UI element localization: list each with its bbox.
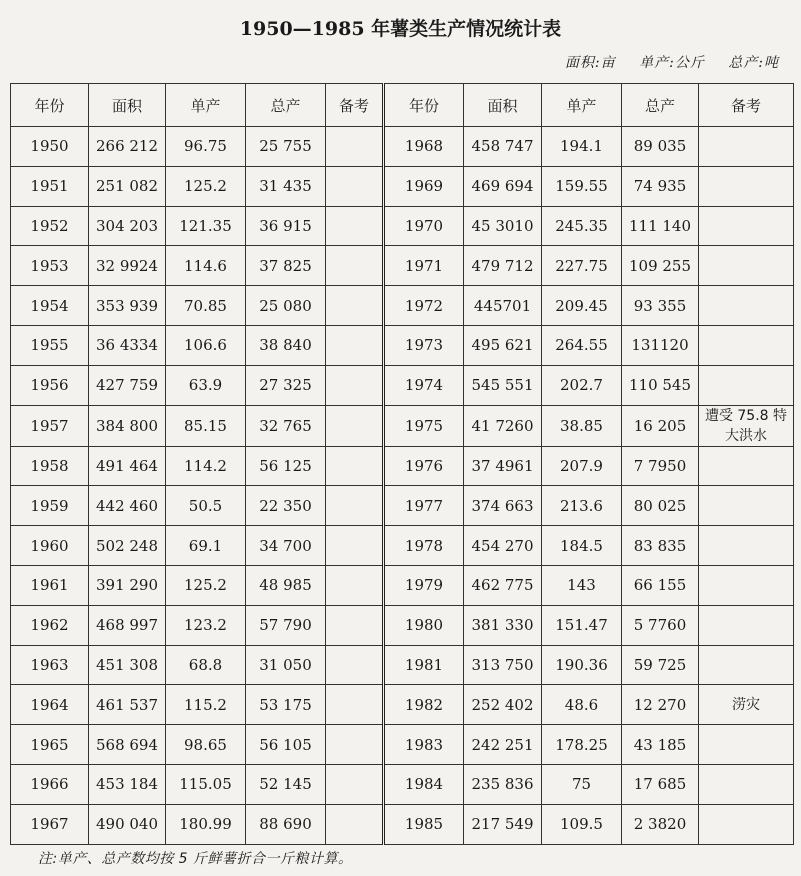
cell-total: 25 080 (246, 286, 326, 326)
cell-area: 469 694 (464, 166, 542, 206)
cell-area: 445701 (464, 286, 542, 326)
cell-area: 266 212 (89, 127, 166, 167)
cell-yield: 151.47 (542, 605, 622, 645)
table-row (11, 725, 794, 765)
table-row (11, 166, 794, 206)
cell-yield: 123.2 (166, 605, 246, 645)
cell-area: 41 7260 (464, 405, 542, 446)
cell-yield: 63.9 (166, 365, 246, 405)
table-title: 1950—1985 年薯类生产情况统计表 (239, 18, 562, 40)
cell-year: 1972 (384, 286, 464, 326)
header-area: 面积 (89, 84, 166, 127)
cell-year: 1973 (384, 325, 464, 365)
cell-total: 109 255 (622, 246, 699, 286)
cell-yield: 98.65 (166, 725, 246, 765)
header-row (11, 84, 794, 127)
cell-yield: 70.85 (166, 286, 246, 326)
cell-total: 56 125 (246, 446, 326, 486)
header-yield: 单产 (166, 84, 246, 127)
cell-year: 1960 (11, 526, 89, 566)
cell-total: 16 205 (622, 405, 699, 446)
table-row (11, 246, 794, 286)
cell-remark (699, 725, 794, 765)
cell-remark (326, 565, 384, 605)
cell-area: 495 621 (464, 325, 542, 365)
cell-area: 458 747 (464, 127, 542, 167)
cell-year: 1969 (384, 166, 464, 206)
cell-total: 52 145 (246, 764, 326, 804)
cell-area: 491 464 (89, 446, 166, 486)
cell-yield: 75 (542, 764, 622, 804)
table-row (11, 365, 794, 405)
cell-yield: 115.2 (166, 685, 246, 725)
cell-area: 490 040 (89, 804, 166, 844)
cell-area: 384 800 (89, 405, 166, 446)
cell-area: 313 750 (464, 645, 542, 685)
cell-yield: 202.7 (542, 365, 622, 405)
cell-yield: 190.36 (542, 645, 622, 685)
cell-year: 1982 (384, 685, 464, 725)
cell-area: 568 694 (89, 725, 166, 765)
header-area: 面积 (464, 84, 542, 127)
cell-total: 31 050 (246, 645, 326, 685)
table-row (11, 405, 794, 446)
cell-total: 110 545 (622, 365, 699, 405)
cell-remark (699, 764, 794, 804)
cell-remark (326, 605, 384, 645)
cell-remark (699, 365, 794, 405)
footnote: 注:单产、总产数均按 5 斤鲜薯折合一斤粮计算。 (38, 851, 353, 867)
cell-remark (699, 246, 794, 286)
cell-year: 1964 (11, 685, 89, 725)
cell-year: 1978 (384, 526, 464, 566)
cell-year: 1985 (384, 804, 464, 844)
cell-remark (699, 486, 794, 526)
cell-yield: 184.5 (542, 526, 622, 566)
cell-total: 32 765 (246, 405, 326, 446)
cell-year: 1951 (11, 166, 89, 206)
cell-year: 1950 (11, 127, 89, 167)
cell-yield: 69.1 (166, 526, 246, 566)
cell-total: 59 725 (622, 645, 699, 685)
cell-remark (699, 166, 794, 206)
cell-year: 1956 (11, 365, 89, 405)
header-yield: 单产 (542, 84, 622, 127)
cell-area: 453 184 (89, 764, 166, 804)
cell-year: 1954 (11, 286, 89, 326)
cell-year: 1968 (384, 127, 464, 167)
cell-area: 442 460 (89, 486, 166, 526)
cell-total: 111 140 (622, 206, 699, 246)
cell-yield: 245.35 (542, 206, 622, 246)
cell-remark (699, 325, 794, 365)
cell-year: 1967 (11, 804, 89, 844)
cell-area: 545 551 (464, 365, 542, 405)
cell-yield: 50.5 (166, 486, 246, 526)
cell-yield: 85.15 (166, 405, 246, 446)
cell-year: 1961 (11, 565, 89, 605)
cell-total: 7 7950 (622, 446, 699, 486)
cell-remark (326, 645, 384, 685)
cell-year: 1965 (11, 725, 89, 765)
cell-yield: 115.05 (166, 764, 246, 804)
table-row (11, 526, 794, 566)
cell-remark: 遭受 75.8 特大洪水 (699, 405, 794, 446)
cell-area: 242 251 (464, 725, 542, 765)
table-row (11, 206, 794, 246)
table-row (11, 565, 794, 605)
cell-year: 1963 (11, 645, 89, 685)
cell-area: 235 836 (464, 764, 542, 804)
cell-yield: 125.2 (166, 166, 246, 206)
cell-area: 427 759 (89, 365, 166, 405)
cell-total: 80 025 (622, 486, 699, 526)
cell-total: 38 840 (246, 325, 326, 365)
cell-remark (326, 685, 384, 725)
cell-total: 66 155 (622, 565, 699, 605)
cell-yield: 194.1 (542, 127, 622, 167)
cell-yield: 159.55 (542, 166, 622, 206)
cell-year: 1981 (384, 645, 464, 685)
cell-year: 1974 (384, 365, 464, 405)
cell-remark (326, 725, 384, 765)
cell-year: 1975 (384, 405, 464, 446)
cell-total: 83 835 (622, 526, 699, 566)
header-total: 总产 (622, 84, 699, 127)
cell-remark (699, 526, 794, 566)
cell-remark (699, 286, 794, 326)
cell-total: 31 435 (246, 166, 326, 206)
unit-area: 面积:亩 (564, 55, 616, 71)
cell-year: 1983 (384, 725, 464, 765)
cell-remark (326, 127, 384, 167)
cell-yield: 178.25 (542, 725, 622, 765)
cell-year: 1952 (11, 206, 89, 246)
cell-remark (326, 526, 384, 566)
cell-year: 1955 (11, 325, 89, 365)
cell-yield: 48.6 (542, 685, 622, 725)
cell-year: 1984 (384, 764, 464, 804)
cell-remark (326, 286, 384, 326)
cell-area: 461 537 (89, 685, 166, 725)
cell-area: 37 4961 (464, 446, 542, 486)
cell-area: 304 203 (89, 206, 166, 246)
cell-area: 502 248 (89, 526, 166, 566)
cell-yield: 109.5 (542, 804, 622, 844)
cell-yield: 96.75 (166, 127, 246, 167)
cell-total: 36 915 (246, 206, 326, 246)
table-row (11, 764, 794, 804)
cell-area: 462 775 (464, 565, 542, 605)
cell-remark (326, 405, 384, 446)
cell-yield: 125.2 (166, 565, 246, 605)
cell-area: 479 712 (464, 246, 542, 286)
header-remark: 备考 (326, 84, 384, 127)
header-total: 总产 (246, 84, 326, 127)
cell-yield: 106.6 (166, 325, 246, 365)
cell-area: 391 290 (89, 565, 166, 605)
cell-year: 1979 (384, 565, 464, 605)
units-legend (547, 52, 779, 72)
cell-area: 252 402 (464, 685, 542, 725)
cell-year: 1971 (384, 246, 464, 286)
cell-total: 131120 (622, 325, 699, 365)
cell-area: 381 330 (464, 605, 542, 645)
cell-remark (326, 764, 384, 804)
cell-remark (699, 645, 794, 685)
table-row (11, 325, 794, 365)
cell-total: 5 7760 (622, 605, 699, 645)
cell-remark (326, 446, 384, 486)
table-row (11, 685, 794, 725)
cell-remark (699, 446, 794, 486)
cell-yield: 227.75 (542, 246, 622, 286)
table-row (11, 286, 794, 326)
cell-total: 56 105 (246, 725, 326, 765)
cell-area: 251 082 (89, 166, 166, 206)
cell-remark (699, 605, 794, 645)
cell-remark (326, 486, 384, 526)
cell-area: 217 549 (464, 804, 542, 844)
cell-total: 12 270 (622, 685, 699, 725)
header-year: 年份 (11, 84, 89, 127)
cell-total: 89 035 (622, 127, 699, 167)
cell-yield: 121.35 (166, 206, 246, 246)
cell-yield: 207.9 (542, 446, 622, 486)
table-row (11, 446, 794, 486)
cell-yield: 143 (542, 565, 622, 605)
cell-yield: 180.99 (166, 804, 246, 844)
sweet-potato-statistics-table (10, 83, 794, 845)
cell-year: 1957 (11, 405, 89, 446)
cell-total: 34 700 (246, 526, 326, 566)
cell-remark (326, 804, 384, 844)
header-year: 年份 (384, 84, 464, 127)
cell-yield: 114.6 (166, 246, 246, 286)
cell-yield: 38.85 (542, 405, 622, 446)
cell-area: 353 939 (89, 286, 166, 326)
cell-total: 25 755 (246, 127, 326, 167)
table-row (11, 486, 794, 526)
cell-area: 454 270 (464, 526, 542, 566)
cell-total: 22 350 (246, 486, 326, 526)
cell-year: 1958 (11, 446, 89, 486)
cell-year: 1976 (384, 446, 464, 486)
cell-remark: 涝灾 (699, 685, 794, 725)
cell-yield: 213.6 (542, 486, 622, 526)
cell-year: 1962 (11, 605, 89, 645)
cell-remark (699, 565, 794, 605)
cell-remark (326, 166, 384, 206)
unit-yield: 单产:公斤 (639, 55, 705, 71)
cell-total: 57 790 (246, 605, 326, 645)
cell-yield: 68.8 (166, 645, 246, 685)
table-row (11, 127, 794, 167)
cell-total: 43 185 (622, 725, 699, 765)
cell-remark (326, 246, 384, 286)
cell-total: 37 825 (246, 246, 326, 286)
cell-area: 32 9924 (89, 246, 166, 286)
table-row (11, 804, 794, 844)
cell-yield: 209.45 (542, 286, 622, 326)
cell-area: 374 663 (464, 486, 542, 526)
header-remark: 备考 (699, 84, 794, 127)
cell-yield: 264.55 (542, 325, 622, 365)
cell-total: 93 355 (622, 286, 699, 326)
cell-year: 1977 (384, 486, 464, 526)
table-row (11, 645, 794, 685)
cell-area: 468 997 (89, 605, 166, 645)
cell-year: 1980 (384, 605, 464, 645)
table-row (11, 605, 794, 645)
cell-total: 2 3820 (622, 804, 699, 844)
cell-remark (699, 206, 794, 246)
cell-total: 27 325 (246, 365, 326, 405)
cell-year: 1959 (11, 486, 89, 526)
cell-remark (326, 206, 384, 246)
cell-area: 451 308 (89, 645, 166, 685)
cell-remark (699, 804, 794, 844)
cell-total: 17 685 (622, 764, 699, 804)
unit-total: 总产:吨 (728, 55, 779, 71)
cell-remark (699, 127, 794, 167)
cell-yield: 114.2 (166, 446, 246, 486)
cell-year: 1953 (11, 246, 89, 286)
cell-year: 1970 (384, 206, 464, 246)
cell-remark (326, 325, 384, 365)
cell-total: 53 175 (246, 685, 326, 725)
cell-remark (326, 365, 384, 405)
cell-year: 1966 (11, 764, 89, 804)
cell-total: 48 985 (246, 565, 326, 605)
cell-area: 45 3010 (464, 206, 542, 246)
cell-total: 74 935 (622, 166, 699, 206)
cell-area: 36 4334 (89, 325, 166, 365)
cell-total: 88 690 (246, 804, 326, 844)
